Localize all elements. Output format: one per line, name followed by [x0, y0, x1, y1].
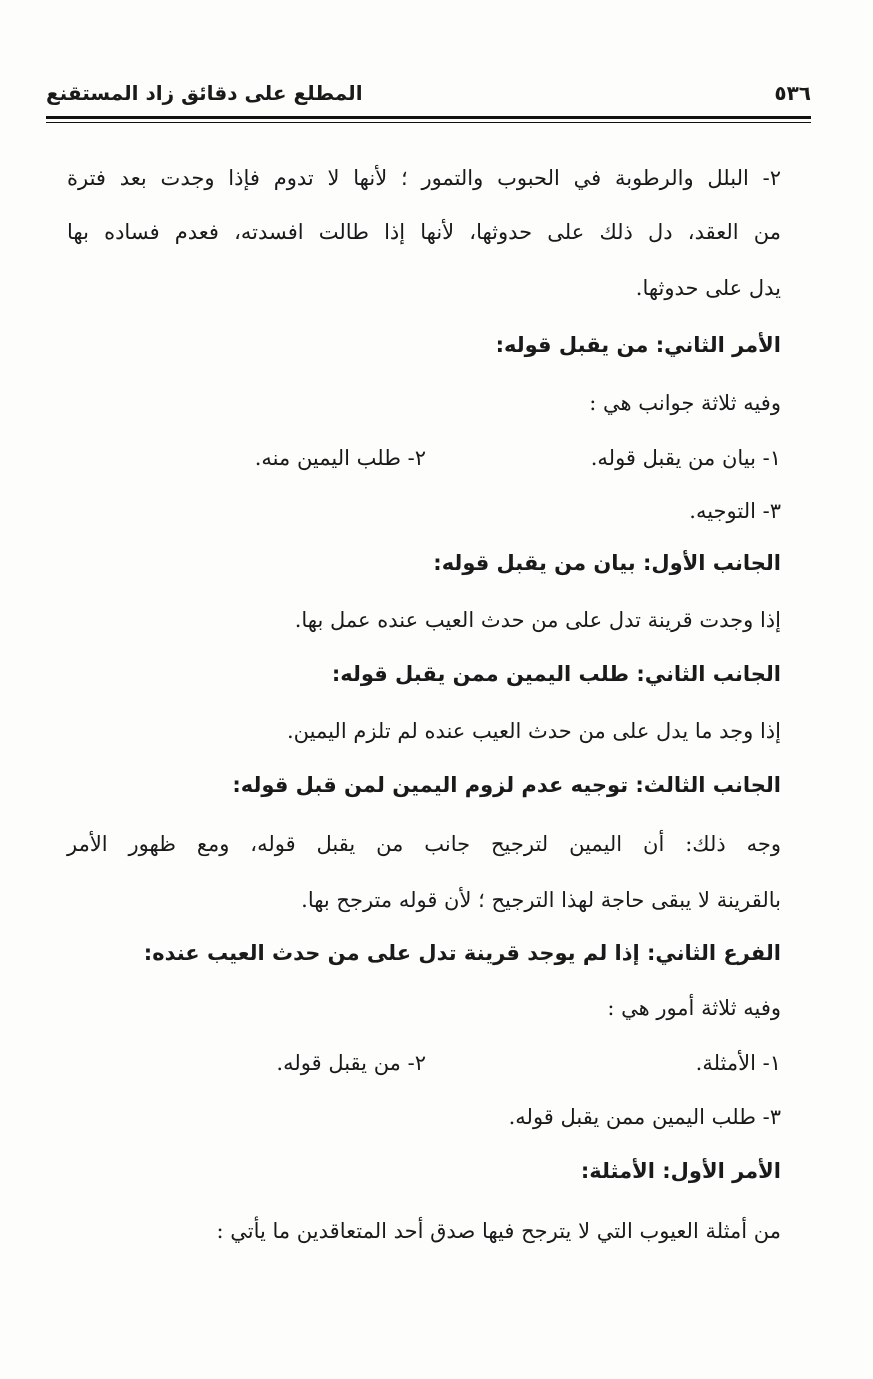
- section-heading: الأمر الأول: الأمثلة:: [580, 1159, 781, 1183]
- header-rule-thin: [46, 122, 811, 123]
- body-line: إذا وجدت قرينة تدل على من حدث العيب عنده عمل بها.: [294, 608, 781, 632]
- list-item: ١- بيان من يقبل قوله.: [590, 446, 781, 470]
- list-item: ٢- من يقبل قوله.: [276, 1051, 426, 1075]
- body-line: بالقرينة لا يبقى حاجة لهذا الترجيح ؛ لأن قوله مترجح بها.: [301, 888, 781, 912]
- section-heading: الجانب الأول: بيان من يقبل قوله:: [433, 551, 781, 575]
- body-line: ٢- البلل والرطوبة في الحبوب والتمور ؛ لأنها لا تدوم فإذا وجدت بعد فترة: [67, 166, 781, 190]
- list-item: ٢- طلب اليمين منه.: [254, 446, 426, 470]
- list-item: ٣- التوجيه.: [689, 499, 781, 523]
- list-row: [67, 438, 781, 478]
- body-line: وفيه ثلاثة جوانب هي :: [589, 391, 781, 415]
- list-row: [67, 1043, 781, 1083]
- section-heading: الجانب الثاني: طلب اليمين ممن يقبل قوله:: [331, 662, 781, 686]
- body-line: وجه ذلك: أن اليمين لترجيح جانب من يقبل قوله، ومع ظهور الأمر: [67, 832, 781, 856]
- section-heading: الأمر الثاني: من يقبل قوله:: [495, 333, 781, 357]
- running-header: [46, 78, 811, 108]
- header-rule-thick: [46, 116, 811, 119]
- list-item: ٣- طلب اليمين ممن يقبل قوله.: [508, 1105, 781, 1129]
- section-heading: الفرع الثاني: إذا لم يوجد قرينة تدل على من حدث العيب عنده:: [143, 941, 781, 965]
- body-line: من أمثلة العيوب التي لا يترجح فيها صدق أحد المتعاقدين ما يأتي :: [216, 1219, 781, 1243]
- body-line: وفيه ثلاثة أمور هي :: [607, 996, 781, 1020]
- list-item: ١- الأمثلة.: [695, 1051, 781, 1075]
- body-line: من العقد، دل ذلك على حدوثها، لأنها إذا طالت افسدته، فعدم فساده بها: [67, 220, 781, 244]
- body-line: يدل على حدوثها.: [635, 276, 781, 300]
- section-heading: الجانب الثالث: توجيه عدم لزوم اليمين لمن قبل قوله:: [232, 773, 781, 797]
- body-line: إذا وجد ما يدل على من حدث العيب عنده لم تلزم اليمين.: [286, 719, 781, 743]
- book-title: المطلع على دقائق زاد المستقنع: [46, 81, 363, 105]
- page-number: ٥٣٦: [774, 81, 811, 105]
